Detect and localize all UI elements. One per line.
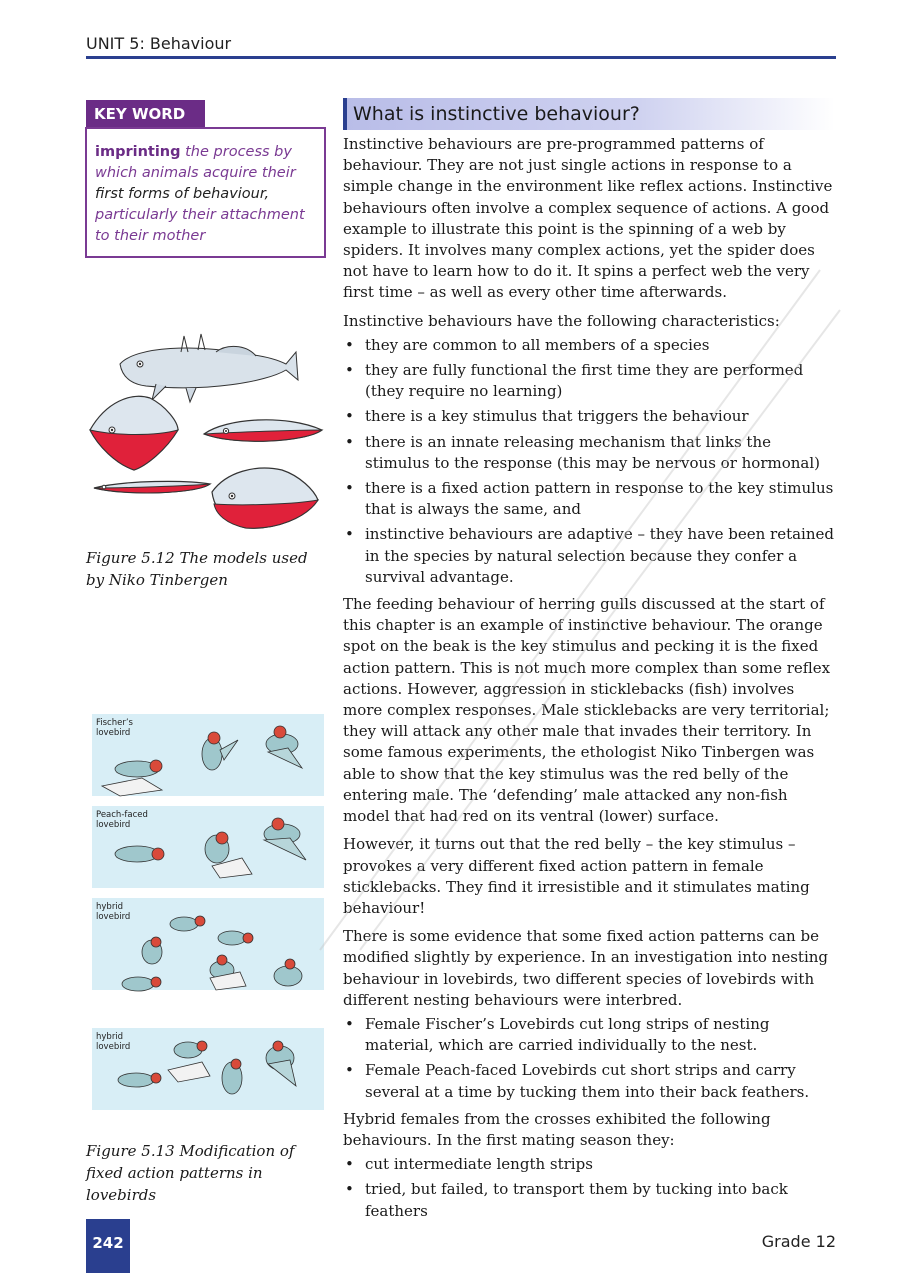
- key-word-box: [85, 127, 326, 258]
- key-word-definition-1: the process by which animals acquire their: [95, 144, 296, 181]
- key-word-term: imprinting: [95, 144, 181, 160]
- list-item: • cut intermediate length strips: [343, 1154, 838, 1175]
- body-text: [343, 134, 838, 1228]
- key-word-definition-2: first forms of behaviour,: [95, 186, 270, 202]
- stickleback-fish-image: [120, 334, 298, 402]
- paragraph-1: Instinctive behaviours are pre-programmed patterns of behaviour. They are not just single actions in response to a simple change in the environment like reflex actions. Instinctive behaviours often involve a complex sequence of actions. A good example to illustrate this point is the spinning of a web by spiders. It involves many complex actions, yet the spider does not have to learn how to do it. It spins a perfect web the very first time – as well as every other time afterwards.: [343, 135, 833, 302]
- figure-5-13-caption: Figure 5.13 Modification of fixed action patterns in lovebirds: [86, 1142, 295, 1204]
- key-word-heading: KEY WORD: [86, 100, 205, 127]
- figure-5-13-illustration: [92, 714, 324, 1110]
- hybrid-behaviours-list: [343, 1154, 838, 1222]
- list-item: • Female Fischer’s Lovebirds cut long strips of nesting material, which are carried individually to the nest.: [343, 1014, 838, 1056]
- list-item: • they are fully functional the first time they are performed (they require no learning): [343, 360, 838, 402]
- paragraph-3: The feeding behaviour of herring gulls discussed at the start of this chapter is an example of instinctive behaviour. The orange spot on the beak is the key stimulus and pecking it is the fixed action pattern. This is not much more complex than some reflex actions. However, aggression in sticklebacks (fish) involves more complex responses. Male sticklebacks are very territorial; they will attack any other male that invades their territory. In some famous experiments, the ethologist Niko Tinbergen was able to show that the key stimulus was the red belly of the entering male. The ‘defending’ male attacked any non-fish model that had red on its ventral (lower) surface.: [343, 595, 831, 826]
- list-item: • instinctive behaviours are adaptive – they have been retained in the species by natural selection because they confer a survival advantage.: [343, 524, 838, 588]
- panel-label-hybrid-2: hybrid lovebird: [96, 1032, 131, 1052]
- list-item: • there is an innate releasing mechanism that links the stimulus to the response (this may be nervous or hormonal): [343, 432, 838, 474]
- panel-label-hybrid-1: hybrid lovebird: [96, 902, 131, 922]
- model-1: [90, 396, 178, 470]
- characteristics-list: [343, 335, 838, 588]
- page-number: 242: [86, 1219, 130, 1273]
- model-2: [204, 420, 322, 441]
- unit-label: UNIT 5: Behaviour: [86, 34, 232, 53]
- list-item: • tried, but failed, to transport them by tucking into back feathers: [343, 1179, 838, 1221]
- grade-label: Grade 12: [761, 1232, 836, 1251]
- paragraph-4: However, it turns out that the red belly – the key stimulus – provokes a very different fixed action pattern in female sticklebacks. They find it irresistible and it stimulates mating behaviour!: [343, 835, 810, 917]
- list-item: • they are common to all members of a species: [343, 335, 838, 356]
- lovebird-behaviours-list: [343, 1014, 838, 1103]
- paragraph-5: There is some evidence that some fixed action patterns can be modified slightly by experience. In an investigation into nesting behaviour in lovebirds, two different species of lovebirds with different nesting behaviours were interbred.: [343, 927, 829, 1009]
- paragraph-6: Hybrid females from the crosses exhibited the following behaviours. In the first mating season they:: [343, 1109, 771, 1149]
- list-item: • there is a key stimulus that triggers the behaviour: [343, 406, 838, 427]
- list-item: • Female Peach-faced Lovebirds cut short strips and carry several at a time by tucking them into their back feathers.: [343, 1060, 838, 1102]
- figure-5-12-illustration: [86, 330, 326, 535]
- model-4: [212, 468, 318, 528]
- key-word-definition-3: particularly their attachment to their mother: [95, 207, 305, 244]
- page-header: [86, 34, 836, 58]
- model-3: [94, 481, 210, 493]
- list-item: • there is a fixed action pattern in response to the key stimulus that is always the same, and: [343, 478, 838, 520]
- section-title: What is instinctive behaviour?: [343, 98, 835, 130]
- figure-5-12-caption: Figure 5.12 The models used by Niko Tinbergen: [86, 549, 308, 589]
- panel-label-fischers: Fischer’s lovebird: [96, 718, 133, 738]
- panel-label-peach-faced: Peach-faced lovebird: [96, 810, 148, 830]
- paragraph-2: Instinctive behaviours have the following characteristics:: [343, 311, 780, 330]
- header-rule: [86, 56, 836, 59]
